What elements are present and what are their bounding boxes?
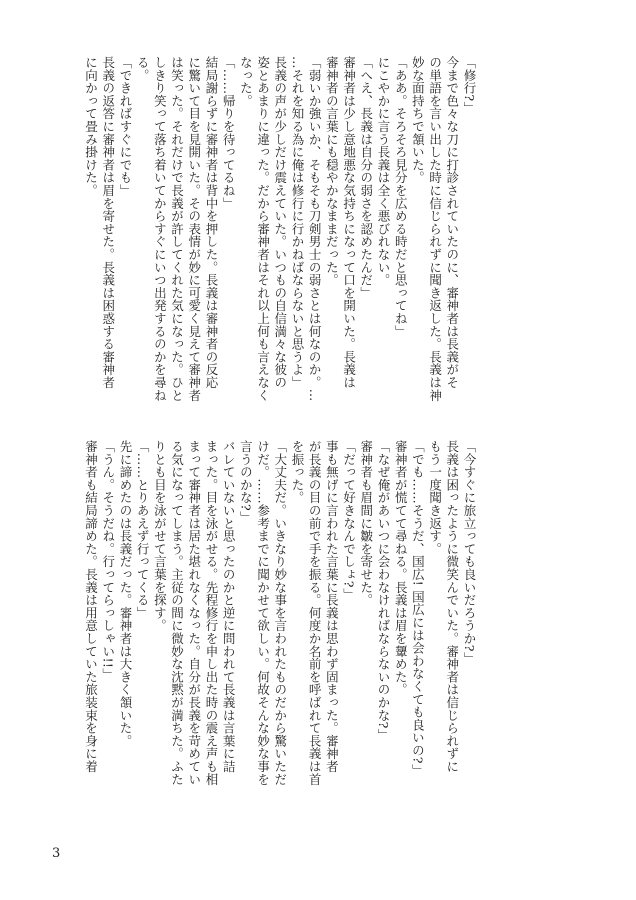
text-line: まって審神者は居た堪れなくなった。自分が長義を苛めてい <box>186 440 202 786</box>
text-line: 妙な面持ちで頷いた。 <box>410 56 426 184</box>
text-line: 「大丈夫だ。いきなり妙な事を言われたものだから驚いただ <box>272 440 288 786</box>
text-line: 審神者も結局諦めた。長義は用意していた旅装束を身に着 <box>83 440 99 773</box>
upper-text-block <box>38 56 478 416</box>
text-line: なった。 <box>238 56 254 108</box>
text-line: 結局謝らずに審神者は背中を押した。長義は審神者の反応 <box>203 56 219 389</box>
text-line: 長義の声が少しだけ震えていた。いつもの自信満々な彼の <box>272 56 288 389</box>
text-line: る気になってしまう。主従の間に微妙な沈黙が満ちた。ふた <box>169 440 185 786</box>
text-line: 先に諦めたのは長義だった。審神者は大きく頷いた。 <box>117 440 133 748</box>
text-line: 「だって好きなんでしょ?」 <box>341 440 357 601</box>
text-line: 「でも……そうだ、国広! 国広には会わなくても良いの?」 <box>410 440 426 777</box>
text-line: 「ああ。そろそろ見分を広める時だと思ってね」 <box>393 56 409 338</box>
text-line: 「うん。そうだね。行ってらっしゃい!!」 <box>100 440 116 682</box>
text-line: 長義は困ったように微笑んでいた。審神者は信じられずに <box>444 440 460 773</box>
text-line: 姿とあまりに違った。だから審神者はそれ以上何も言えなく <box>255 56 271 402</box>
text-line: 長義の返答に審神者は眉を寄せた。長義は困惑する審神者 <box>100 56 116 389</box>
text-line: に向かって畳み掛けた。 <box>83 56 99 197</box>
text-line: に驚いて目を見開いた。その表情が妙に可愛く見えて審神者 <box>186 56 202 402</box>
text-line: を振った。 <box>289 440 305 504</box>
text-line: 「今すぐに旅立っても良いだろうか?」 <box>462 440 477 665</box>
text-line: 「なぜ俺があいつに会わなければならないのかな?」 <box>375 440 391 742</box>
text-line: バレていないと思ったのかと逆に問われて長義は言葉に詰 <box>221 440 237 773</box>
text-line: 「修行?」 <box>462 56 477 115</box>
text-line: 審神者も眉間に皺を寄せた。 <box>358 440 374 607</box>
text-line: けだ。……参考までに聞かせて欲しい。何故そんな妙な事を <box>255 440 271 786</box>
text-line: 審神者が慌てて尋ねる。長義は眉を顰めた。 <box>393 440 409 696</box>
text-line: る。 <box>135 56 151 82</box>
text-line: 「できればすぐにでも」 <box>117 56 133 197</box>
text-line: 事も無げに言われた言葉に長義は思わず固まった。審神者 <box>324 440 340 773</box>
text-line: 今まで色々な刀に打診されていたのに、審神者は長義がそ <box>444 56 460 389</box>
text-line: 審神者は少し意地悪な気持ちになって口を開いた。長義は <box>341 56 357 389</box>
page-number: 3 <box>52 846 61 861</box>
text-line: 「弱いか強いか、そもそも刀剣男士の弱さとは何なのか。… <box>307 56 323 402</box>
text-line: 「……帰りを待ってるね」 <box>221 56 237 210</box>
text-line: が長義の目の前で手を振る。何度か名前を呼ばれて長義は首 <box>307 440 323 786</box>
text-line: にこやかに言う長義は全く悪びれない。 <box>375 56 391 287</box>
text-line: 言うのかな?」 <box>238 440 254 524</box>
text-line: 「……とりあえず行ってくる」 <box>135 440 151 620</box>
text-line: もう一度聞き返す。 <box>427 440 443 556</box>
text-line: 「へえ、長義は自分の弱さを認めたんだ」 <box>358 56 374 300</box>
text-line: まった。目を泳がせる。先程修行を申し出た時の震え声も相 <box>203 440 219 786</box>
lower-text-block <box>38 440 478 790</box>
text-line: 審神者の言葉にも穏やかなままだった。 <box>324 56 340 287</box>
text-line: …それを知る為に俺は修行に行かねばならないと思うよ」 <box>289 56 305 389</box>
text-line: は笑った。それだけで長義が許してくれた気になった。ひと <box>169 56 185 402</box>
text-line: りとも目を泳がせて言葉を探す。 <box>152 440 168 632</box>
text-line: の単語を言い出した時に信じられずに聞き返した。長義は神 <box>427 56 443 402</box>
text-line: しきり笑って落ち着いてからすぐにいつ出発するのかを尋ね <box>152 56 168 402</box>
